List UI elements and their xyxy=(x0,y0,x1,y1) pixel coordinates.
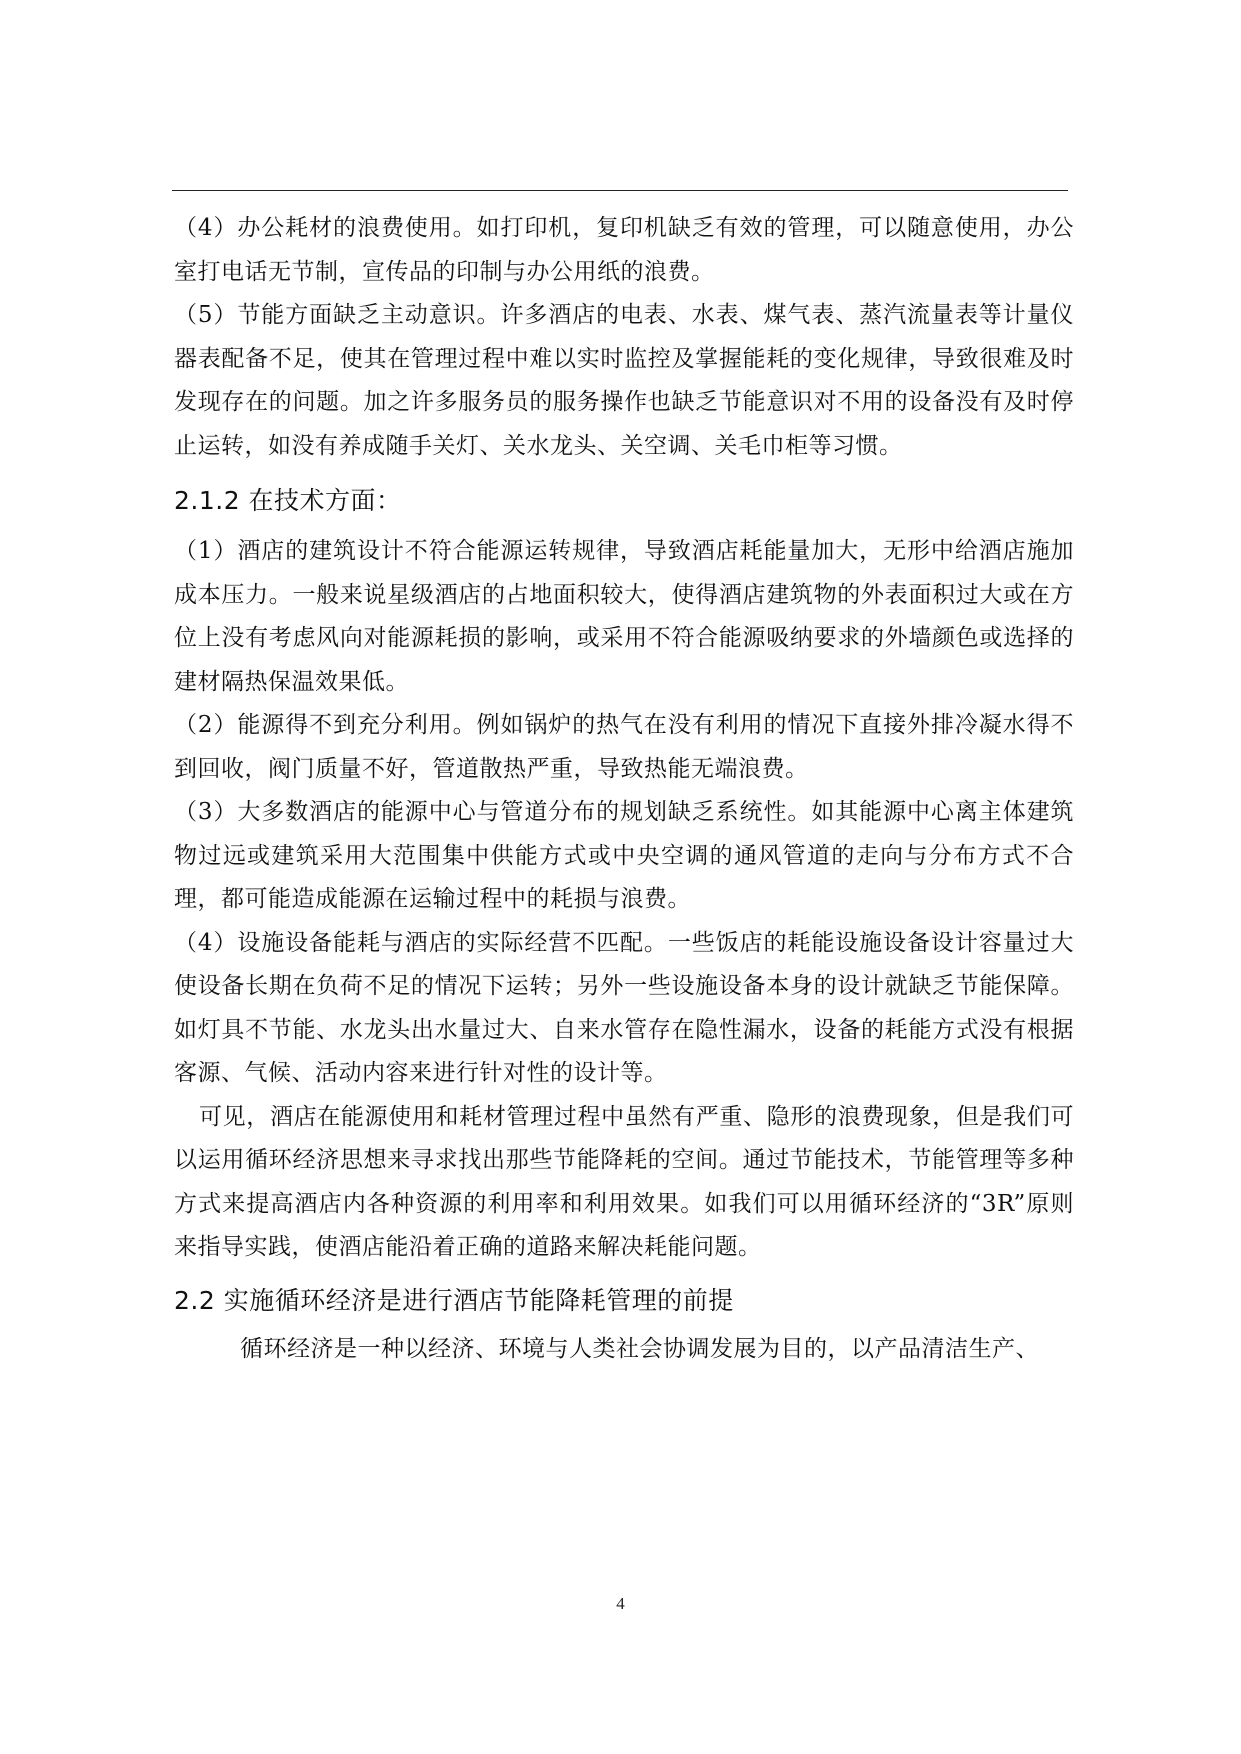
page-number: 4 xyxy=(616,1594,625,1613)
header-rule xyxy=(172,190,1068,191)
section-heading-2-1-2: 2.1.2 在技术方面： xyxy=(174,486,402,515)
paragraph-circular-economy: 循环经济是一种以经济、环境与人类社会协调发展为目的，以产品清洁生产、 xyxy=(240,1335,1039,1362)
paragraph-energy-awareness: （5）节能方面缺乏主动意识。许多酒店的电表、水表、煤气表、蒸汽流量表等计量仪器表配备不足，使其在管理过程中难以实时监控及掌握能耗的变化规律，导致很难及时发现存在的问题。加之许多服务员的服务操作也缺乏节能意识对不用的设备没有及时停止运转，如没有养成随手关灯、关水龙头、关空调、关毛巾柜等习惯。 xyxy=(174,302,1074,459)
paragraph-building-design: （1）酒店的建筑设计不符合能源运转规律，导致酒店耗能量加大，无形中给酒店施加成本压力。一般来说星级酒店的占地面积较大，使得酒店建筑物的外表面积过大或在方位上没有考虑风向对能源耗损的影响，或采用不符合能源吸纳要求的外墙颜色或选择的建材隔热保温效果低。 xyxy=(174,538,1074,695)
section-heading-2-2: 2.2 实施循环经济是进行酒店节能降耗管理的前提 xyxy=(174,1285,734,1315)
paragraph-energy-center-layout: （3）大多数酒店的能源中心与管道分布的规划缺乏系统性。如其能源中心离主体建筑物过远或建筑采用大范围集中供能方式或中央空调的通风管道的走向与分布方式不合理，都可能造成能源在运输过程中的耗损与浪费。 xyxy=(174,799,1074,912)
paragraph-conclusion: 可见，酒店在能源使用和耗材管理过程中虽然有严重、隐形的浪费现象，但是我们可以运用循环经济思想来寻求找出那些节能降耗的空间。通过节能技术，节能管理等多种方式来提高酒店内各种资源的利用率和利用效果。如我们可以用循环经济的“3R”原则来指导实践，使酒店能沿着正确的道路来解决耗能问题。 xyxy=(174,1103,1074,1260)
paragraph-equipment-mismatch: （4）设施设备能耗与酒店的实际经营不匹配。一些饭店的耗能设施设备设计容量过大使设备长期在负荷不足的情况下运转；另外一些设施设备本身的设计就缺乏节能保障。如灯具不节能、水龙头出水量过大、自来水管存在隐性漏水，设备的耗能方式没有根据客源、气候、活动内容来进行针对性的设计等。 xyxy=(174,929,1074,1086)
page-body xyxy=(174,207,1074,1371)
paragraph-energy-utilization: （2）能源得不到充分利用。例如锅炉的热气在没有利用的情况下直接外排冷凝水得不到回收，阀门质量不好，管道散热严重，导致热能无端浪费。 xyxy=(174,712,1074,782)
paragraph-office-supplies-waste: （4）办公耗材的浪费使用。如打印机，复印机缺乏有效的管理，可以随意使用，办公室打电话无节制，宣传品的印制与办公用纸的浪费。 xyxy=(174,215,1074,285)
